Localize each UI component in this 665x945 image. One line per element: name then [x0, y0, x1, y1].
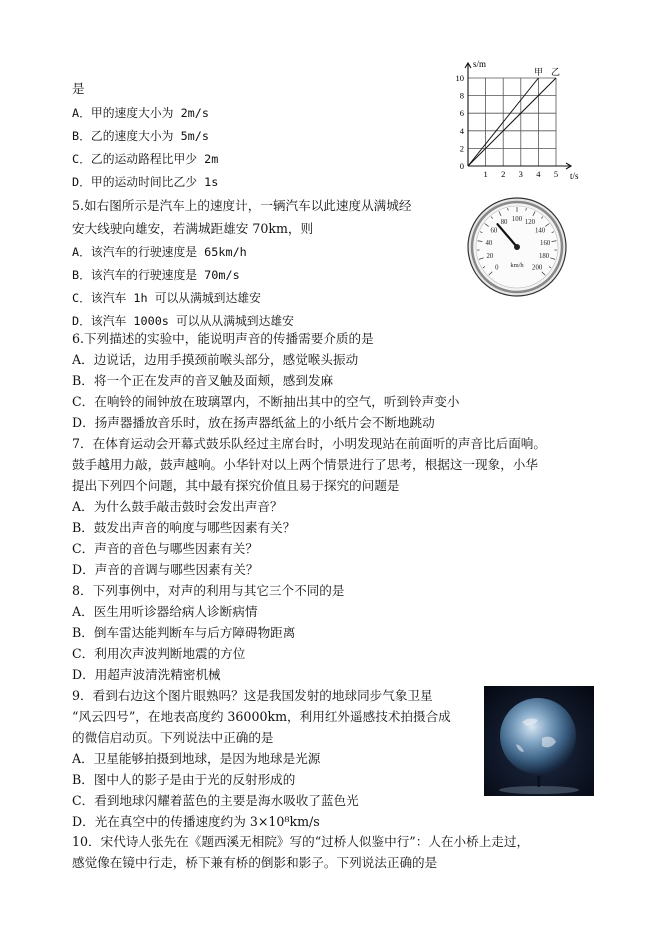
q8-option-a: A．医生用听诊器给病人诊断病情	[72, 604, 258, 619]
q10-stem-line-2: 感觉像在镜中行走，桥下兼有桥的倒影和影子。下列说法正确的是	[72, 855, 438, 870]
q7-stem-line-3: 提出下列四个问题，其中最有探究价值且易于探究的问题是	[72, 478, 400, 493]
q10-stem-line-1: 10．宋代诗人张先在《题西溪无相院》写的“过桥人似鉴中行”：人在小桥上走过，	[72, 834, 530, 849]
q8-option-d: D．用超声波清洗精密机械	[72, 667, 221, 682]
q6-option-a: A．边说话，边用手摸颈前喉头部分，感觉喉头振动	[72, 352, 359, 367]
speedo-label-100: 100	[511, 215, 523, 223]
q7-stem-line-2: 鼓手越用力敲，鼓声越响。小华针对以上两个情景进行了思考，根据这一现象，小华	[72, 457, 538, 472]
origin-label: 0	[459, 161, 464, 171]
q4-option-c: C．乙的运动路程比甲少 2m	[72, 152, 219, 166]
speedo-label-200: 200	[532, 264, 543, 272]
q7-option-b: B．鼓发出声音的响度与哪些因素有关？	[72, 520, 296, 535]
line-yi	[468, 78, 556, 166]
speedometer-hub	[514, 244, 520, 250]
q4-option-b: B．乙的速度大小为 5m/s	[72, 129, 209, 143]
q8-stem: 8．下列事例中，对声的利用与其它三个不同的是	[72, 583, 345, 598]
q9-option-b: B．图中人的影子是由于光的反射形成的	[72, 772, 296, 787]
speedo-label-60: 60	[490, 227, 498, 235]
q4-option-a: A．甲的速度大小为 2m/s	[72, 106, 209, 120]
x-tick-4: 4	[536, 169, 541, 179]
q8-option-c: C．利用次声波判断地震的方位	[72, 646, 246, 661]
y-tick-2: 2	[459, 143, 464, 154]
q5-option-b: B．该汽车的行驶速度是 70m/s	[72, 268, 240, 282]
q5-option-d: D．该汽车 1000s 可以从从满城到达雄安	[72, 314, 294, 328]
speedo-label-40: 40	[485, 239, 493, 247]
speedo-label-80: 80	[500, 219, 508, 227]
y-tick-10: 10	[455, 73, 464, 83]
x-tick-labels	[483, 169, 558, 179]
speedo-label-20: 20	[486, 253, 494, 261]
y-tick-4: 4	[459, 125, 464, 136]
y-tick-8: 8	[459, 90, 464, 101]
q4-stem-tail: 是	[72, 81, 85, 96]
q6-option-d: D．扬声器播放音乐时，放在扬声器纸盆上的小纸片会不断地跳动	[72, 415, 435, 430]
label-jia: 甲	[534, 67, 544, 77]
speedo-label-180: 180	[539, 253, 550, 261]
q7-option-d: D．声音的音调与哪些因素有关？	[72, 562, 259, 577]
y-tick-6: 6	[459, 108, 464, 119]
q7-option-a: A．为什么鼓手敲击鼓时会发出声音？	[72, 499, 283, 514]
label-yi: 乙	[551, 67, 561, 77]
q7-stem-line-1: 7．在体育运动会开幕式鼓乐队经过主席台时，小明发现站在前面听的声音比后面响。	[72, 436, 546, 451]
speedometer-unit: km/h	[510, 262, 524, 269]
x-tick-3: 3	[518, 169, 523, 179]
speedo-label-120: 120	[524, 219, 536, 227]
q6-option-b: B．将一个正在发声的音叉触及面颊，感到发麻	[72, 373, 334, 388]
earth-image	[484, 686, 594, 796]
speedo-label-160: 160	[540, 239, 551, 247]
q5-stem-line-1: 5.如右图所示是汽车上的速度计，一辆汽车以此速度从满城经	[72, 198, 412, 213]
earth-globe	[500, 698, 576, 774]
x-tick-1: 1	[483, 169, 488, 179]
q5-stem-line-2: 安大线驶向雄安，若满城距雄安 70km，则	[72, 221, 314, 236]
q9-option-a: A．卫星能够拍摄到地球，是因为地球是光源	[72, 751, 321, 766]
q5-option-c: C．该汽车 1h 可以从满城到达雄安	[72, 291, 261, 305]
x-tick-5: 5	[553, 169, 559, 179]
q6-stem: 6.下列描述的实验中，能说明声音的传播需要介质的是	[72, 331, 374, 346]
q9-stem-line-1: 9．看到右边这个图片眼熟吗？这是我国发射的地球同步气象卫星	[72, 688, 433, 703]
x-tick-2: 2	[501, 169, 506, 179]
x-axis-label: t/s	[570, 171, 579, 181]
q5-option-a: A．该汽车的行驶速度是 65km/h	[72, 245, 247, 259]
speedo-label-140: 140	[534, 227, 546, 235]
q9-stem-line-2: “风云四号”，在地表高度约 36000km，利用红外遥感技术拍摄合成	[72, 709, 451, 724]
q7-option-c: C．声音的音色与哪些因素有关？	[72, 541, 258, 556]
s-t-graph	[448, 58, 588, 184]
q6-option-c: C．在响铃的闹钟放在玻璃罩内，不断抽出其中的空气，听到铃声变小	[72, 394, 460, 409]
y-axis-label: s/m	[473, 59, 487, 69]
q8-option-b: B．倒车雷达能判断车与后方障碍物距离	[72, 625, 296, 640]
q9-option-c: C．看到地球闪耀着蓝色的主要是海水吸收了蓝色光	[72, 793, 359, 808]
speedo-label-0: 0	[495, 264, 499, 272]
y-tick-labels	[456, 73, 465, 171]
speedometer	[466, 196, 568, 298]
person-silhouette	[538, 779, 540, 787]
q9-stem-line-3: 的微信启动页。下列说法中正确的是	[72, 730, 274, 745]
q9-option-d: D．光在真空中的传播速度约为 3×10⁸km/s	[72, 814, 320, 829]
q4-option-d: D．甲的运动时间比乙少 1s	[72, 175, 219, 189]
